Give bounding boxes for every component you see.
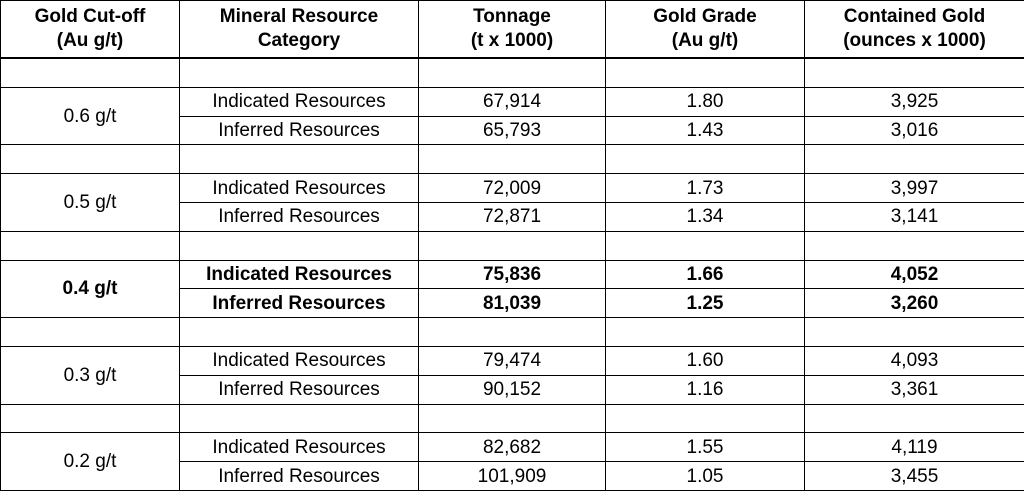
empty-cell bbox=[180, 145, 419, 174]
header-gold-grade: Gold Grade (Au g/t) bbox=[606, 1, 805, 59]
grade-cell: 1.16 bbox=[606, 375, 805, 404]
table-row bbox=[1, 174, 1024, 203]
empty-cell bbox=[419, 231, 606, 260]
grade-cell: 1.43 bbox=[606, 116, 805, 145]
tonnage-cell: 81,039 bbox=[419, 289, 606, 318]
spacer-row bbox=[1, 318, 1024, 347]
cutoff-cell: 0.4 g/t bbox=[1, 260, 180, 318]
empty-cell bbox=[180, 58, 419, 87]
cutoff-cell: 0.5 g/t bbox=[1, 174, 180, 232]
tonnage-cell: 67,914 bbox=[419, 87, 606, 116]
header-row bbox=[1, 1, 1024, 59]
category-cell: Indicated Resources bbox=[180, 87, 419, 116]
category-cell: Indicated Resources bbox=[180, 433, 419, 462]
contained-gold-cell: 3,361 bbox=[805, 375, 1024, 404]
tonnage-cell: 72,009 bbox=[419, 174, 606, 203]
empty-cell bbox=[805, 231, 1024, 260]
empty-cell bbox=[419, 145, 606, 174]
category-cell: Inferred Resources bbox=[180, 116, 419, 145]
tonnage-cell: 79,474 bbox=[419, 346, 606, 375]
tonnage-cell: 72,871 bbox=[419, 203, 606, 232]
table-body bbox=[1, 58, 1024, 491]
spacer-row bbox=[1, 231, 1024, 260]
spacer-row bbox=[1, 404, 1024, 433]
contained-gold-cell: 4,119 bbox=[805, 433, 1024, 462]
category-cell: Indicated Resources bbox=[180, 174, 419, 203]
empty-cell bbox=[1, 145, 180, 174]
grade-cell: 1.80 bbox=[606, 87, 805, 116]
category-cell: Inferred Resources bbox=[180, 462, 419, 491]
grade-cell: 1.25 bbox=[606, 289, 805, 318]
category-cell: Inferred Resources bbox=[180, 375, 419, 404]
tonnage-cell: 75,836 bbox=[419, 260, 606, 289]
table-row bbox=[1, 87, 1024, 116]
contained-gold-cell: 3,925 bbox=[805, 87, 1024, 116]
header-contained-gold: Contained Gold (ounces x 1000) bbox=[805, 1, 1024, 59]
empty-cell bbox=[606, 58, 805, 87]
cutoff-cell: 0.6 g/t bbox=[1, 87, 180, 145]
spacer-row bbox=[1, 145, 1024, 174]
table-row bbox=[1, 433, 1024, 462]
grade-cell: 1.55 bbox=[606, 433, 805, 462]
empty-cell bbox=[606, 145, 805, 174]
empty-cell bbox=[1, 318, 180, 347]
spacer-row bbox=[1, 58, 1024, 87]
tonnage-cell: 90,152 bbox=[419, 375, 606, 404]
empty-cell bbox=[419, 318, 606, 347]
grade-cell: 1.73 bbox=[606, 174, 805, 203]
category-cell: Indicated Resources bbox=[180, 346, 419, 375]
category-cell: Inferred Resources bbox=[180, 289, 419, 318]
header-gold-cutoff: Gold Cut-off (Au g/t) bbox=[1, 1, 180, 59]
cutoff-cell: 0.2 g/t bbox=[1, 433, 180, 491]
empty-cell bbox=[419, 404, 606, 433]
category-cell: Inferred Resources bbox=[180, 203, 419, 232]
header-tonnage: Tonnage (t x 1000) bbox=[419, 1, 606, 59]
empty-cell bbox=[805, 318, 1024, 347]
table-row bbox=[1, 346, 1024, 375]
empty-cell bbox=[606, 318, 805, 347]
empty-cell bbox=[1, 58, 180, 87]
empty-cell bbox=[606, 404, 805, 433]
tonnage-cell: 82,682 bbox=[419, 433, 606, 462]
contained-gold-cell: 3,455 bbox=[805, 462, 1024, 491]
contained-gold-cell: 3,997 bbox=[805, 174, 1024, 203]
grade-cell: 1.05 bbox=[606, 462, 805, 491]
grade-cell: 1.34 bbox=[606, 203, 805, 232]
empty-cell bbox=[805, 58, 1024, 87]
contained-gold-cell: 4,093 bbox=[805, 346, 1024, 375]
header-mineral-resource-category: Mineral Resource Category bbox=[180, 1, 419, 59]
empty-cell bbox=[1, 404, 180, 433]
empty-cell bbox=[180, 231, 419, 260]
empty-cell bbox=[180, 318, 419, 347]
tonnage-cell: 101,909 bbox=[419, 462, 606, 491]
contained-gold-cell: 3,260 bbox=[805, 289, 1024, 318]
grade-cell: 1.60 bbox=[606, 346, 805, 375]
contained-gold-cell: 3,141 bbox=[805, 203, 1024, 232]
empty-cell bbox=[180, 404, 419, 433]
empty-cell bbox=[419, 58, 606, 87]
empty-cell bbox=[805, 404, 1024, 433]
grade-cell: 1.66 bbox=[606, 260, 805, 289]
table-row bbox=[1, 260, 1024, 289]
tonnage-cell: 65,793 bbox=[419, 116, 606, 145]
cutoff-cell: 0.3 g/t bbox=[1, 346, 180, 404]
empty-cell bbox=[805, 145, 1024, 174]
contained-gold-cell: 4,052 bbox=[805, 260, 1024, 289]
category-cell: Indicated Resources bbox=[180, 260, 419, 289]
empty-cell bbox=[1, 231, 180, 260]
contained-gold-cell: 3,016 bbox=[805, 116, 1024, 145]
empty-cell bbox=[606, 231, 805, 260]
